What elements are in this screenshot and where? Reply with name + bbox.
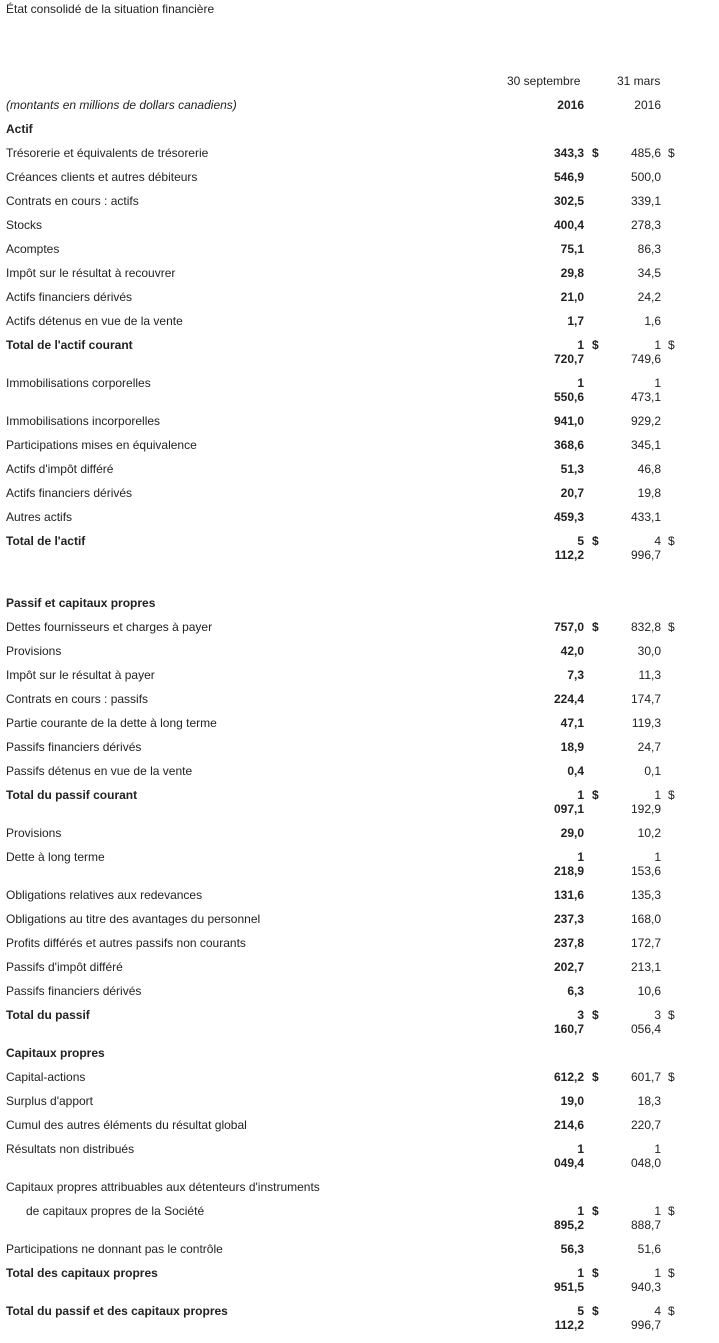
- currency-sep-2016: $: [592, 1266, 599, 1280]
- row-label: Total du passif et des capitaux propres: [6, 1304, 228, 1318]
- value-sep-2016: 237,3: [553, 912, 584, 926]
- currency-mar-2016: $: [668, 146, 675, 160]
- table-row: [0, 338, 719, 372]
- value-mar-2016: 220,7: [630, 1118, 661, 1132]
- row-label: Provisions: [6, 644, 62, 658]
- row-label: Cumul des autres éléments du résultat global: [6, 1118, 247, 1132]
- row-label: Actifs d'impôt différé: [6, 462, 114, 476]
- value-sep-2016: 302,5: [553, 194, 584, 208]
- table-row: [0, 1304, 719, 1338]
- value-sep-2016: 7,3: [567, 668, 584, 682]
- value-sep-2016: 5: [577, 1304, 584, 1318]
- row-label: Acomptes: [6, 242, 60, 256]
- value-sep-2016: 5: [577, 534, 584, 548]
- row-label: Passifs détenus en vue de la vente: [6, 764, 193, 778]
- value-sep-2016: 202,7: [553, 960, 584, 974]
- value-sep-2016: 214,6: [553, 1118, 584, 1132]
- value-sep-2016: 51,3: [560, 462, 584, 476]
- value-mar-2016: 339,1: [630, 194, 661, 208]
- value-sep-2016-cont: 895,2: [553, 1218, 584, 1232]
- value-mar-2016: 10,2: [637, 826, 661, 840]
- row-label: Impôt sur le résultat à recouvrer: [6, 266, 176, 280]
- row-label: Actif: [6, 122, 33, 136]
- value-sep-2016: 612,2: [553, 1070, 584, 1084]
- value-mar-2016: 1: [654, 376, 661, 390]
- value-mar-2016: 485,6: [630, 146, 661, 160]
- value-sep-2016: 56,3: [560, 1242, 584, 1256]
- value-mar-2016: 4: [654, 534, 661, 548]
- currency-mar-2016: $: [668, 1008, 675, 1022]
- column-header-2-line2: 2016: [634, 98, 661, 112]
- row-label: Contrats en cours : passifs: [6, 692, 149, 706]
- value-mar-2016: 24,2: [637, 290, 661, 304]
- currency-sep-2016: $: [592, 146, 599, 160]
- currency-mar-2016: $: [668, 788, 675, 802]
- row-label: Provisions: [6, 826, 62, 840]
- value-mar-2016: 34,5: [637, 266, 661, 280]
- value-sep-2016: 21,0: [560, 290, 584, 304]
- value-sep-2016: 941,0: [553, 414, 584, 428]
- row-label: Capital-actions: [6, 1070, 86, 1084]
- row-label: de capitaux propres de la Société: [26, 1204, 205, 1218]
- value-mar-2016-cont: 996,7: [630, 1318, 661, 1332]
- row-label: Passifs financiers dérivés: [6, 984, 142, 998]
- value-sep-2016: 20,7: [560, 486, 584, 500]
- value-sep-2016: 343,3: [553, 146, 584, 160]
- value-sep-2016: 19,0: [560, 1094, 584, 1108]
- value-sep-2016: 368,6: [553, 438, 584, 452]
- value-mar-2016: 278,3: [630, 218, 661, 232]
- value-mar-2016-cont: 940,3: [630, 1280, 661, 1294]
- value-sep-2016-cont: 550,6: [553, 390, 584, 404]
- row-label: Partie courante de la dette à long terme: [6, 716, 217, 730]
- row-label: Profits différés et autres passifs non courants: [6, 936, 246, 950]
- document-title: État consolidé de la situation financière: [6, 2, 215, 16]
- currency-sep-2016: $: [592, 1204, 599, 1218]
- value-sep-2016: 29,8: [560, 266, 584, 280]
- currency-sep-2016: $: [592, 1304, 599, 1318]
- currency-sep-2016: $: [592, 534, 599, 548]
- value-sep-2016: 1: [577, 1142, 584, 1156]
- table-row: [0, 1008, 719, 1042]
- value-sep-2016: 29,0: [560, 826, 584, 840]
- table-row: [0, 1204, 719, 1238]
- row-label: Actifs financiers dérivés: [6, 486, 133, 500]
- column-header-1-line1: 30 septembre: [507, 74, 581, 88]
- value-sep-2016-cont: 951,5: [553, 1280, 584, 1294]
- value-mar-2016: 4: [654, 1304, 661, 1318]
- value-mar-2016: 929,2: [630, 414, 661, 428]
- value-sep-2016-cont: 112,2: [554, 1318, 584, 1332]
- value-sep-2016: 546,9: [553, 170, 584, 184]
- currency-mar-2016: $: [668, 1070, 675, 1084]
- value-mar-2016: 168,0: [630, 912, 661, 926]
- row-label: Stocks: [6, 218, 43, 232]
- value-mar-2016-cont: 192,9: [630, 802, 661, 816]
- value-mar-2016: 0,1: [644, 764, 661, 778]
- row-label: Total du passif: [6, 1008, 90, 1022]
- value-mar-2016: 1: [654, 338, 661, 352]
- value-sep-2016: 1: [577, 1204, 584, 1218]
- table-row: [0, 376, 719, 410]
- value-mar-2016: 86,3: [637, 242, 661, 256]
- row-label: Obligations au titre des avantages du personnel: [6, 912, 261, 926]
- row-label: Capitaux propres: [6, 1046, 105, 1060]
- row-label: Surplus d'apport: [6, 1094, 94, 1108]
- value-sep-2016-cont: 049,4: [553, 1156, 584, 1170]
- currency-sep-2016: $: [592, 1008, 599, 1022]
- value-sep-2016: 1,7: [567, 314, 584, 328]
- row-label: Dette à long terme: [6, 850, 105, 864]
- value-sep-2016-cont: 160,7: [553, 1022, 584, 1036]
- currency-mar-2016: $: [668, 1304, 675, 1318]
- column-header-1-line2: 2016: [557, 98, 584, 112]
- value-mar-2016: 19,8: [637, 486, 661, 500]
- value-mar-2016: 174,7: [630, 692, 661, 706]
- value-mar-2016: 601,7: [630, 1070, 661, 1084]
- value-sep-2016: 459,3: [553, 510, 584, 524]
- table-row: [0, 788, 719, 822]
- units-note: (montants en millions de dollars canadiens): [6, 98, 237, 112]
- value-sep-2016: 75,1: [560, 242, 584, 256]
- row-label: Passifs financiers dérivés: [6, 740, 142, 754]
- value-mar-2016: 30,0: [637, 644, 661, 658]
- value-mar-2016: 18,3: [637, 1094, 661, 1108]
- value-sep-2016: 42,0: [560, 644, 584, 658]
- row-label: Capitaux propres attribuables aux détenteurs d'instruments: [6, 1180, 320, 1194]
- value-sep-2016: 1: [577, 338, 584, 352]
- column-header-2-line1: 31 mars: [617, 74, 661, 88]
- row-label: Passifs d'impôt différé: [6, 960, 123, 974]
- value-mar-2016: 1: [654, 788, 661, 802]
- value-mar-2016: 10,6: [637, 984, 661, 998]
- row-label: Dettes fournisseurs et charges à payer: [6, 620, 213, 634]
- value-sep-2016: 224,4: [553, 692, 584, 706]
- row-label: Actifs détenus en vue de la vente: [6, 314, 183, 328]
- value-mar-2016: 51,6: [637, 1242, 661, 1256]
- row-label: Résultats non distribués: [6, 1142, 135, 1156]
- value-sep-2016-cont: 218,9: [553, 864, 584, 878]
- table-row: [0, 534, 719, 568]
- value-mar-2016: 119,3: [631, 716, 661, 730]
- value-mar-2016: 213,1: [630, 960, 661, 974]
- row-label: Créances clients et autres débiteurs: [6, 170, 198, 184]
- value-mar-2016: 832,8: [630, 620, 661, 634]
- row-label: Passif et capitaux propres: [6, 596, 156, 610]
- value-mar-2016: 46,8: [637, 462, 661, 476]
- value-sep-2016: 47,1: [560, 716, 584, 730]
- value-mar-2016: 345,1: [630, 438, 661, 452]
- currency-mar-2016: $: [668, 620, 675, 634]
- value-mar-2016-cont: 749,6: [630, 352, 661, 366]
- value-sep-2016-cont: 720,7: [553, 352, 584, 366]
- value-mar-2016: 1: [654, 1204, 661, 1218]
- currency-mar-2016: $: [668, 1266, 675, 1280]
- value-mar-2016-cont: 048,0: [630, 1156, 661, 1170]
- row-label: Participations mises en équivalence: [6, 438, 197, 452]
- value-mar-2016: 11,3: [638, 668, 661, 682]
- currency-sep-2016: $: [592, 788, 599, 802]
- row-label: Total des capitaux propres: [6, 1266, 158, 1280]
- value-mar-2016-cont: 473,1: [630, 390, 661, 404]
- value-mar-2016-cont: 888,7: [630, 1218, 661, 1232]
- row-label: Total du passif courant: [6, 788, 138, 802]
- value-sep-2016: 131,6: [553, 888, 584, 902]
- table-row: [0, 1266, 719, 1300]
- value-mar-2016: 172,7: [630, 936, 661, 950]
- value-mar-2016: 3: [654, 1008, 661, 1022]
- value-mar-2016: 433,1: [630, 510, 661, 524]
- currency-mar-2016: $: [668, 534, 675, 548]
- value-mar-2016: 1,6: [644, 314, 661, 328]
- row-label: Contrats en cours : actifs: [6, 194, 139, 208]
- value-mar-2016: 500,0: [630, 170, 661, 184]
- table-row: [0, 1142, 719, 1176]
- row-label: Autres actifs: [6, 510, 73, 524]
- currency-sep-2016: $: [592, 620, 599, 634]
- value-sep-2016: 6,3: [567, 984, 584, 998]
- value-mar-2016: 1: [654, 1266, 661, 1280]
- value-sep-2016: 1: [577, 850, 584, 864]
- value-sep-2016: 757,0: [553, 620, 584, 634]
- row-label: Immobilisations incorporelles: [6, 414, 161, 428]
- value-mar-2016-cont: 056,4: [630, 1022, 661, 1036]
- value-mar-2016: 135,3: [630, 888, 661, 902]
- value-sep-2016: 0,4: [567, 764, 584, 778]
- value-mar-2016: 24,7: [637, 740, 661, 754]
- value-mar-2016: 1: [654, 1142, 661, 1156]
- row-label: Immobilisations corporelles: [6, 376, 151, 390]
- currency-sep-2016: $: [592, 1070, 599, 1084]
- row-label: Trésorerie et équivalents de trésorerie: [6, 146, 209, 160]
- currency-mar-2016: $: [668, 1204, 675, 1218]
- table-row: [0, 850, 719, 884]
- row-label: Obligations relatives aux redevances: [6, 888, 203, 902]
- value-sep-2016: 237,8: [553, 936, 584, 950]
- value-sep-2016: 400,4: [553, 218, 584, 232]
- value-mar-2016-cont: 996,7: [630, 548, 661, 562]
- row-label: Participations ne donnant pas le contrôle: [6, 1242, 223, 1256]
- value-sep-2016: 1: [577, 788, 584, 802]
- value-mar-2016-cont: 153,6: [630, 864, 661, 878]
- row-label: Total de l'actif courant: [6, 338, 133, 352]
- value-mar-2016: 1: [654, 850, 661, 864]
- value-sep-2016-cont: 097,1: [553, 802, 584, 816]
- currency-sep-2016: $: [592, 338, 599, 352]
- row-label: Impôt sur le résultat à payer: [6, 668, 155, 682]
- row-label: Actifs financiers dérivés: [6, 290, 133, 304]
- value-sep-2016: 1: [577, 1266, 584, 1280]
- value-sep-2016-cont: 112,2: [554, 548, 584, 562]
- value-sep-2016: 3: [577, 1008, 584, 1022]
- currency-mar-2016: $: [668, 338, 675, 352]
- value-sep-2016: 18,9: [560, 740, 584, 754]
- row-label: Total de l'actif: [6, 534, 86, 548]
- value-sep-2016: 1: [577, 376, 584, 390]
